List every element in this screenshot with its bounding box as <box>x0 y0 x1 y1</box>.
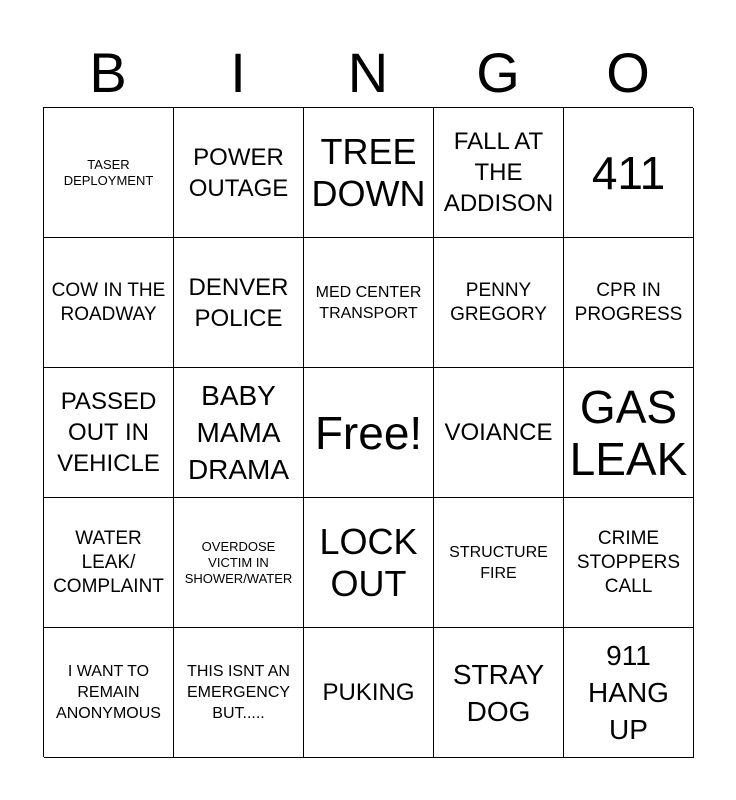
cell-label: 911 HANG UP <box>588 640 669 745</box>
cell-label: POWER OUTAGE <box>188 143 289 202</box>
cell-label: THIS ISNT AN EMERGENCY BUT..... <box>186 663 291 722</box>
bingo-board <box>43 107 693 757</box>
cell-label: MED CENTER TRANSPORT <box>315 283 422 322</box>
bingo-cell[interactable] <box>174 498 304 628</box>
cell-label: STRAY DOG <box>452 658 545 727</box>
bingo-cell[interactable] <box>304 628 434 758</box>
bingo-cell[interactable] <box>44 368 174 498</box>
bingo-cell[interactable] <box>174 628 304 758</box>
bingo-cell[interactable] <box>304 498 434 628</box>
bingo-cell[interactable] <box>434 498 564 628</box>
bingo-cell[interactable] <box>174 108 304 238</box>
header-letter-i: I <box>230 41 246 104</box>
bingo-header <box>43 38 693 108</box>
bingo-cell[interactable] <box>434 108 564 238</box>
cell-label: LOCK OUT <box>319 520 418 604</box>
cell-label: DENVER POLICE <box>188 273 289 332</box>
cell-label: I WANT TO REMAIN ANONYMOUS <box>56 663 161 722</box>
header-letter-b: B <box>89 41 127 104</box>
bingo-cell[interactable] <box>564 238 694 368</box>
cell-label: STRUCTURE FIRE <box>449 543 548 582</box>
free-space-label: Free! <box>314 406 423 459</box>
bingo-cell[interactable] <box>44 498 174 628</box>
bingo-cell[interactable] <box>44 108 174 238</box>
bingo-cell[interactable] <box>564 628 694 758</box>
bingo-cell[interactable] <box>434 238 564 368</box>
bingo-cell[interactable] <box>564 108 694 238</box>
header-letter-n: N <box>347 41 389 104</box>
cell-label: PENNY GREGORY <box>450 279 547 325</box>
cell-label: BABY MAMA DRAMA <box>187 380 290 485</box>
cell-label: CPR IN PROGRESS <box>574 279 683 325</box>
cell-label: PASSED OUT IN VEHICLE <box>57 388 160 477</box>
bingo-cell[interactable] <box>434 368 564 498</box>
bingo-cell[interactable] <box>44 238 174 368</box>
bingo-cell[interactable] <box>304 238 434 368</box>
cell-label: 411 <box>591 146 666 199</box>
bingo-cell[interactable] <box>174 238 304 368</box>
bingo-cell[interactable] <box>564 498 694 628</box>
header-letter-g: G <box>476 41 520 104</box>
cell-label: CRIME STOPPERS CALL <box>576 527 681 597</box>
cell-label: TASER DEPLOYMENT <box>63 156 154 188</box>
cell-label: PUKING <box>322 679 415 706</box>
bingo-cell[interactable] <box>304 108 434 238</box>
cell-label: FALL AT THE ADDISON <box>443 128 554 217</box>
bingo-cell[interactable] <box>174 368 304 498</box>
cell-label: COW IN THE ROADWAY <box>51 279 166 325</box>
cell-label: VOIANCE <box>444 419 553 446</box>
cell-label: OVERDOSE VICTIM IN SHOWER/WATER <box>184 538 293 586</box>
bingo-cell[interactable] <box>44 628 174 758</box>
cell-label: GAS LEAK <box>569 380 688 485</box>
header-letter-o: O <box>606 41 650 104</box>
bingo-cell[interactable] <box>564 368 694 498</box>
cell-label: WATER LEAK/ COMPLAINT <box>53 527 164 597</box>
free-space[interactable] <box>304 368 434 498</box>
cell-label: TREE DOWN <box>311 130 426 214</box>
bingo-cell[interactable] <box>434 628 564 758</box>
